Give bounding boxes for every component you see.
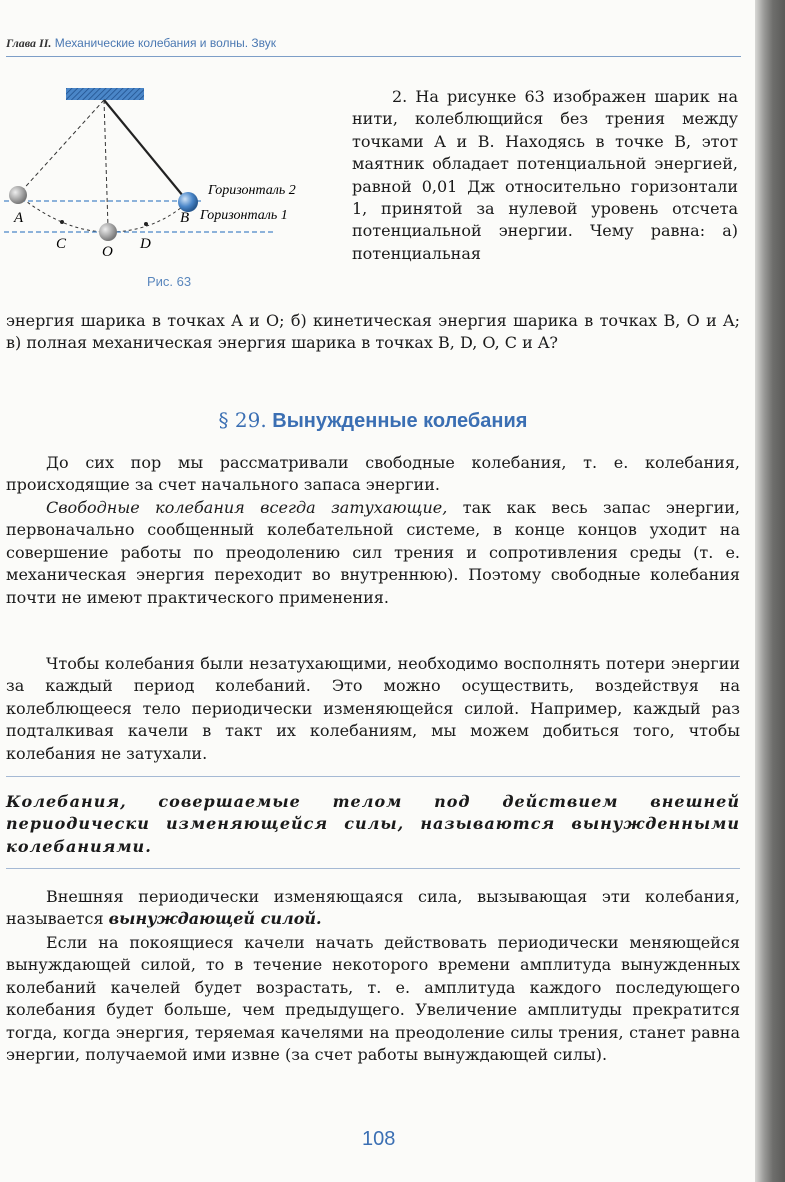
label-horizontal-1: Горизонталь 1	[200, 208, 288, 223]
figure-caption: Рис. 63	[147, 274, 192, 289]
ball-o	[99, 223, 117, 241]
section-title-text: Вынужденные колебания	[272, 410, 528, 432]
book-spine-shadow	[755, 0, 785, 1182]
definition-box: Колебания, совершаемые телом под действием внешней периодически изменяющейся силы, называются вынужденными колебаниями.	[6, 776, 740, 869]
section-number: § 29.	[218, 408, 267, 432]
section-heading	[6, 408, 740, 433]
paragraph-4	[6, 886, 740, 931]
ball-a	[9, 186, 27, 204]
ceiling-mount	[66, 88, 144, 100]
page-number: 108	[362, 1128, 396, 1150]
label-horizontal-2: Горизонталь 2	[208, 183, 296, 198]
pendulum-figure	[4, 82, 354, 292]
label-point-a: A	[14, 210, 24, 226]
paragraph-4-start: Внешняя периодически изменяющаяся сила, вызывающая эти колебания, называется	[6, 887, 740, 929]
ball-b	[178, 192, 198, 212]
paragraph-2-rest: так как весь запас энергии, первоначально сообщенный колебательной системе, в конце концов уходит на совершение работы по преодолению сил трения и сопротивления среды (т. е. механическая энергия переходит во внутреннюю). Поэтому свободные колебания почти не имеют практического применения.	[6, 498, 740, 607]
point-c-dot	[60, 220, 64, 224]
paragraph-3: Чтобы колебания были незатухающими, необходимо восполнять потери энергии за каждый период колебаний. Это можно осуществить, воздействуя на колеблющееся тело периодически изменяющейся силой. Например, каждый раз подталкивая качели в такт их колебаниям, мы можем добиться того, чтобы колебания не затухали.	[6, 654, 740, 763]
problem-text-right: 2. На рисунке 63 изображен шарик на нити, колеблющийся без трения между точками A и B. Находясь в точке B, этот маятник обладает потенциальной энергией, равной 0,01 Дж относительно горизонтали 1, принятой за нулевой уровень отсчета потенциальной энергии. Чему равна: а) потенциальная	[352, 87, 738, 263]
paragraph-5: Если на покоящиеся качели начать действовать периодически меняющейся вынуждающей силой, то в течение некоторого времени амплитуда вынужденных колебаний качелей будет возрастать, т. е. амплитуда каждого последующего колебания будет больше, чем предыдущего. Увеличение амплитуды прекратится тогда, когда энергия, теряемая качелями на преодоление силы трения, станет равна энергии, получаемой ими извне (за счет работы вынуждающей силы).	[6, 933, 740, 1065]
paragraph-2	[6, 497, 740, 609]
problem-text-full: энергия шарика в точках A и O; б) кинетическая энергия шарика в точках B, O и A; в) полная механическая энергия шарика в точках B, D, O, C и A?	[6, 311, 740, 353]
chapter-title: Механические колебания и волны. Звук	[54, 36, 277, 50]
label-point-o: O	[102, 244, 113, 260]
paragraph-2-italic: Свободные колебания всегда затухающие,	[46, 498, 448, 517]
chapter-label: Глава II.	[6, 36, 52, 50]
trajectory-dashed-a	[18, 100, 104, 195]
term-forcing-force: вынуждающей силой.	[108, 909, 322, 929]
paragraph-1: До сих пор мы рассматривали свободные колебания, т. е. колебания, происходящие за счет начального запаса энергии.	[6, 453, 740, 495]
label-point-b: B	[180, 210, 190, 226]
point-d-dot	[144, 222, 148, 226]
trajectory-dashed-o	[104, 100, 108, 227]
pendulum-string	[104, 100, 188, 202]
label-point-d: D	[140, 236, 151, 252]
running-header	[6, 36, 741, 57]
label-point-c: C	[56, 236, 67, 252]
